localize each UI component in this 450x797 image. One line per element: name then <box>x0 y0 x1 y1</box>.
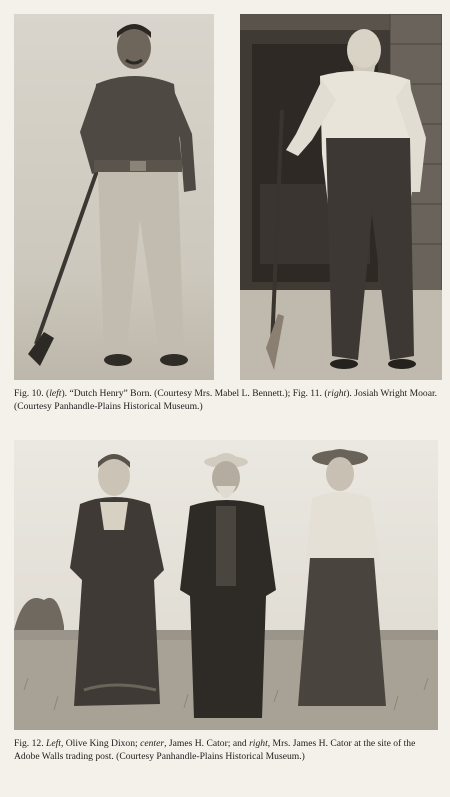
photo-josiah-wright-mooar <box>240 14 442 380</box>
photo-dutch-henry-born <box>14 14 214 380</box>
caption-fig10-fig11: Fig. 10. (left). “Dutch Henry” Born. (Courtesy Mrs. Mabel L. Bennett.); Fig. 11. (right). Josiah Wright Mooar. (Courtesy Panhandle-Plains Historical Museum.) <box>14 388 438 412</box>
photo-adobe-walls-group <box>14 440 438 730</box>
caption-fig12: Fig. 12. Left, Olive King Dixon; center, James H. Cator; and right, Mrs. James H. Cator at the site of the Adobe Walls trading post. (Courtesy Panhandle-Plains Historical Museum.) <box>14 738 416 762</box>
